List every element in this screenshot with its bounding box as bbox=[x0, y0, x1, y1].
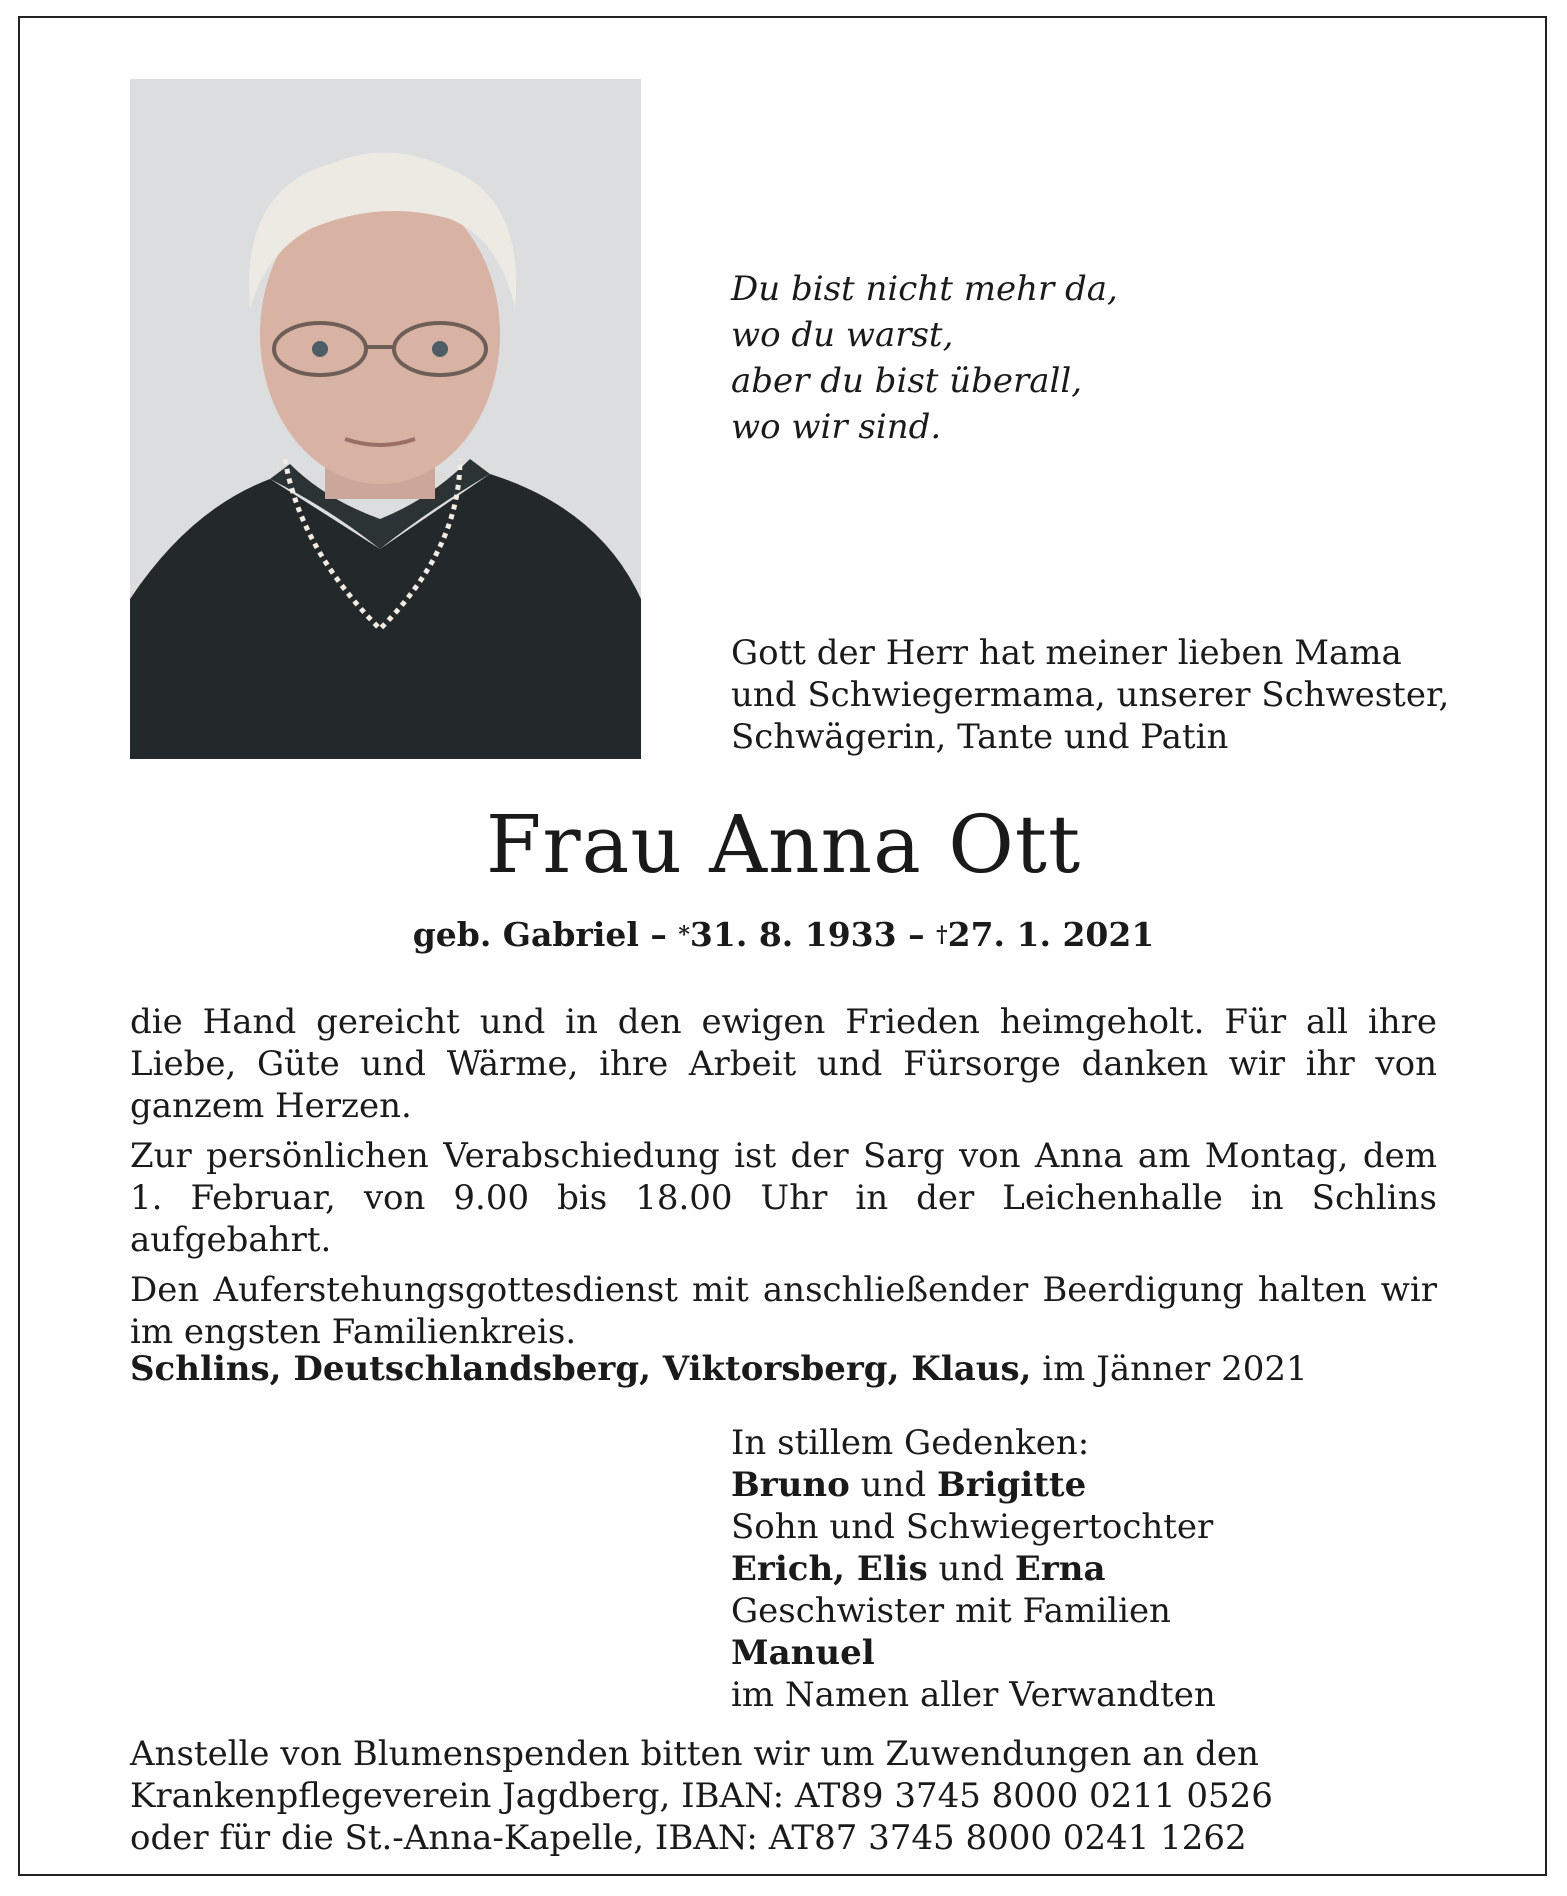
quote-line: aber du bist überall, bbox=[731, 361, 1083, 401]
death-date: 27. 1. 2021 bbox=[947, 915, 1155, 954]
body-paragraph: Zur persönlichen Verabschiedung ist der Sarg von Anna am Montag, dem 1. Februar, von 9.00 bis 18.00 Uhr in der Leichenhalle in Schlins aufgebahrt. bbox=[130, 1136, 1437, 1260]
announcement-intro bbox=[731, 632, 1450, 758]
intro-line: Gott der Herr hat meiner lieben Mama bbox=[731, 633, 1402, 673]
quote-line: wo du warst, bbox=[731, 315, 954, 355]
mourner-group bbox=[731, 1548, 1431, 1590]
mourners-block bbox=[731, 1422, 1431, 1716]
intro-line: und Schwiegermama, unserer Schwester, bbox=[731, 675, 1450, 715]
donation-notice bbox=[130, 1733, 1437, 1859]
intro-line: Schwägerin, Tante und Patin bbox=[731, 717, 1229, 757]
donation-line: oder für die St.-Anna-Kapelle, IBAN: AT87 3745 8000 0241 1262 bbox=[130, 1818, 1247, 1858]
mourners-heading: In stillem Gedenken: bbox=[731, 1423, 1090, 1463]
mourner-name: Manuel bbox=[731, 1633, 875, 1673]
deceased-name: Frau Anna Ott bbox=[485, 798, 1082, 891]
quote-line: Du bist nicht mehr da, bbox=[731, 269, 1118, 309]
body-paragraph: Den Auferstehungsgottesdienst mit anschließender Beerdigung halten wir im engsten Familienkreis. bbox=[130, 1270, 1437, 1352]
mourner-name: Erich, Elis bbox=[731, 1549, 928, 1589]
mourner-name: Erna bbox=[1014, 1549, 1106, 1589]
date: im Jänner 2021 bbox=[1042, 1349, 1308, 1389]
mourner-relation: im Namen aller Verwandten bbox=[731, 1675, 1216, 1715]
birth-date: 31. 8. 1933 bbox=[689, 915, 897, 954]
conjunction: und bbox=[938, 1549, 1005, 1589]
death-symbol: † bbox=[936, 922, 948, 948]
mourner-group bbox=[731, 1464, 1431, 1506]
announcement-body bbox=[130, 1001, 1437, 1361]
quote-line: wo wir sind. bbox=[731, 407, 942, 447]
conjunction: und bbox=[860, 1465, 927, 1505]
mourner-name: Brigitte bbox=[936, 1465, 1087, 1505]
donation-line: Krankenpflegeverein Jagdberg, IBAN: AT89 3745 8000 0211 0526 bbox=[130, 1776, 1273, 1816]
body-paragraph: die Hand gereicht und in den ewigen Frieden heimgeholt. Für all ihre Liebe, Güte und Wärme, ihre Arbeit und Fürsorge danken wir ihr von ganzem Herzen. bbox=[130, 1002, 1437, 1126]
dash-separator: – bbox=[908, 915, 925, 954]
memorial-quote bbox=[731, 266, 1251, 450]
mourner-group bbox=[731, 1632, 1431, 1674]
donation-line: Anstelle von Blumenspenden bitten wir um Zuwendungen an den bbox=[130, 1734, 1259, 1774]
portrait-photo bbox=[130, 79, 641, 759]
life-dates bbox=[0, 914, 1567, 960]
place-date-line bbox=[130, 1348, 1437, 1390]
mourner-relation: Geschwister mit Familien bbox=[731, 1591, 1171, 1631]
mourner-relation: Sohn und Schwiegertochter bbox=[731, 1507, 1214, 1547]
birth-name: geb. Gabriel bbox=[412, 915, 639, 954]
dash-separator: – bbox=[650, 915, 667, 954]
places: Schlins, Deutschlandsberg, Viktorsberg, Klaus, bbox=[130, 1349, 1032, 1389]
birth-symbol: * bbox=[678, 922, 690, 948]
mourner-name: Bruno bbox=[731, 1465, 850, 1505]
